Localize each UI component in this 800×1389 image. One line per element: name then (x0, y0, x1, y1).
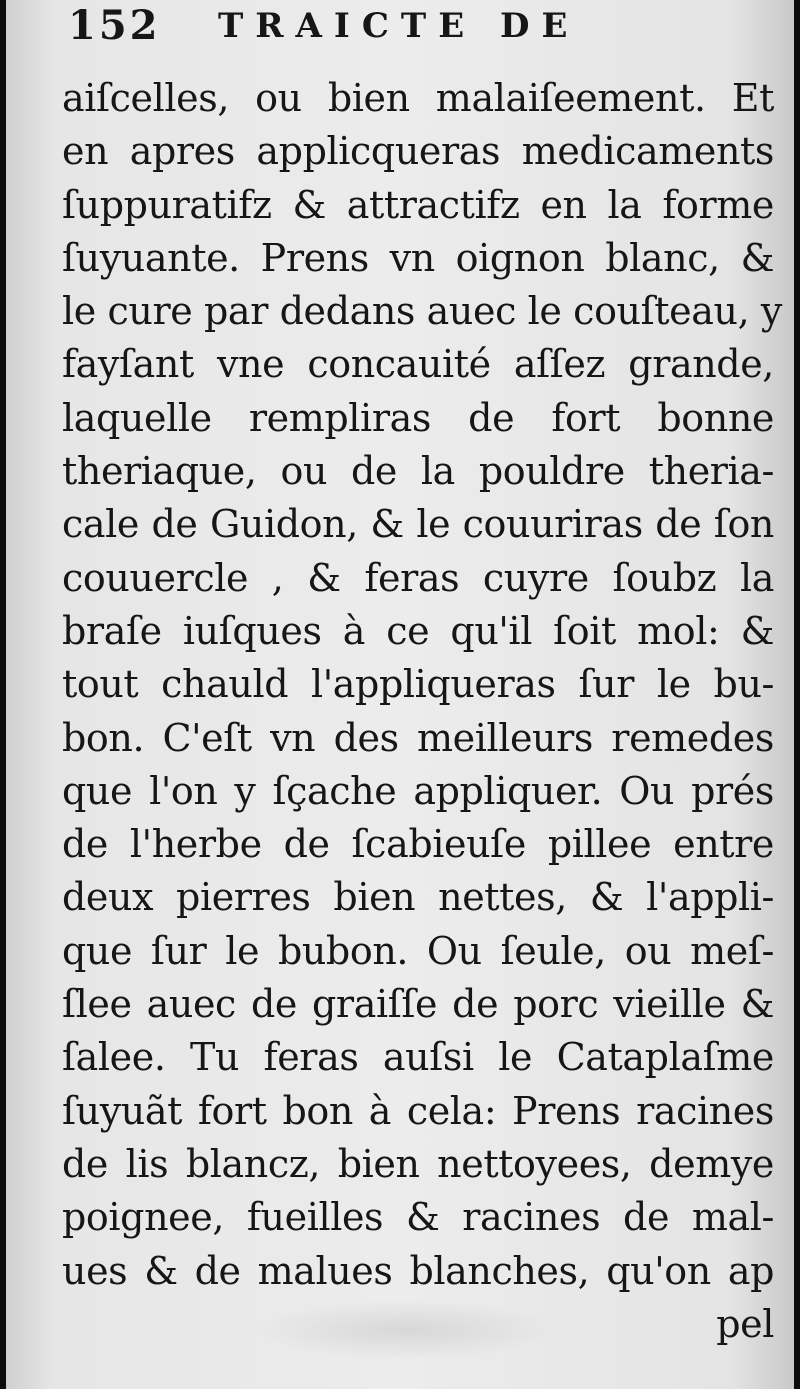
text-line: braſe iuſques à ce qu'il ſoit mol: & (62, 608, 774, 653)
page-header (68, 2, 768, 54)
text-line: ſuyuãt fort bon à cela: Prens racines (62, 1088, 774, 1133)
text-line: que ſur le bubon. Ou ſeule, ou meſ- (62, 928, 774, 973)
text-line: que l'on y ſçache appliquer. Ou prés (62, 768, 774, 813)
text-line: ſuyuante. Prens vn oignon blanc, & (62, 235, 774, 280)
text-line: le cure par dedans auec le couſteau, y (62, 289, 782, 334)
text-line: bon. C'eſt vn des meilleurs remedes (62, 715, 774, 760)
text-line: ſlee auec de graiſſe de porc vieille & (62, 982, 774, 1027)
text-line: de l'herbe de ſcabieuſe pillee entre (62, 822, 774, 867)
text-line: de lis blancz, bien nettoyees, demye (62, 1141, 774, 1186)
text-line: couuercle , & feras cuyre ſoubz la (62, 555, 774, 600)
show-through-ink (256, 1300, 556, 1360)
text-line: ues & de malues blanches, qu'on ap (62, 1248, 774, 1293)
catchword-line: pel (716, 1301, 774, 1346)
text-line: fayſant vne concauité aſſez grande, (62, 342, 774, 387)
text-line: laquelle rempliras de fort bonne (62, 395, 774, 440)
text-line: en apres applicqueras medicaments (62, 129, 774, 174)
text-line: ſalee. Tu feras auſsi le Cataplaſme (62, 1035, 774, 1080)
text-line: ſuppuratifz & attractifz en la forme (62, 182, 774, 227)
body-text (62, 72, 782, 1351)
book-page (6, 0, 794, 1389)
text-line: deux pierres bien nettes, & l'appli- (62, 875, 774, 920)
page-number: 152 (68, 2, 161, 49)
text-line: poignee, fueilles & racines de mal- (62, 1195, 774, 1240)
text-line: tout chauld l'appliqueras ſur le bu- (62, 662, 774, 707)
running-title: TRAICTE DE (218, 6, 580, 46)
text-line: aiſcelles, ou bien malaiſeement. Et (62, 76, 774, 120)
text-line: cale de Guidon, & le couuriras de ſon (62, 502, 774, 547)
text-line: theriaque, ou de la pouldre theria- (62, 449, 774, 494)
